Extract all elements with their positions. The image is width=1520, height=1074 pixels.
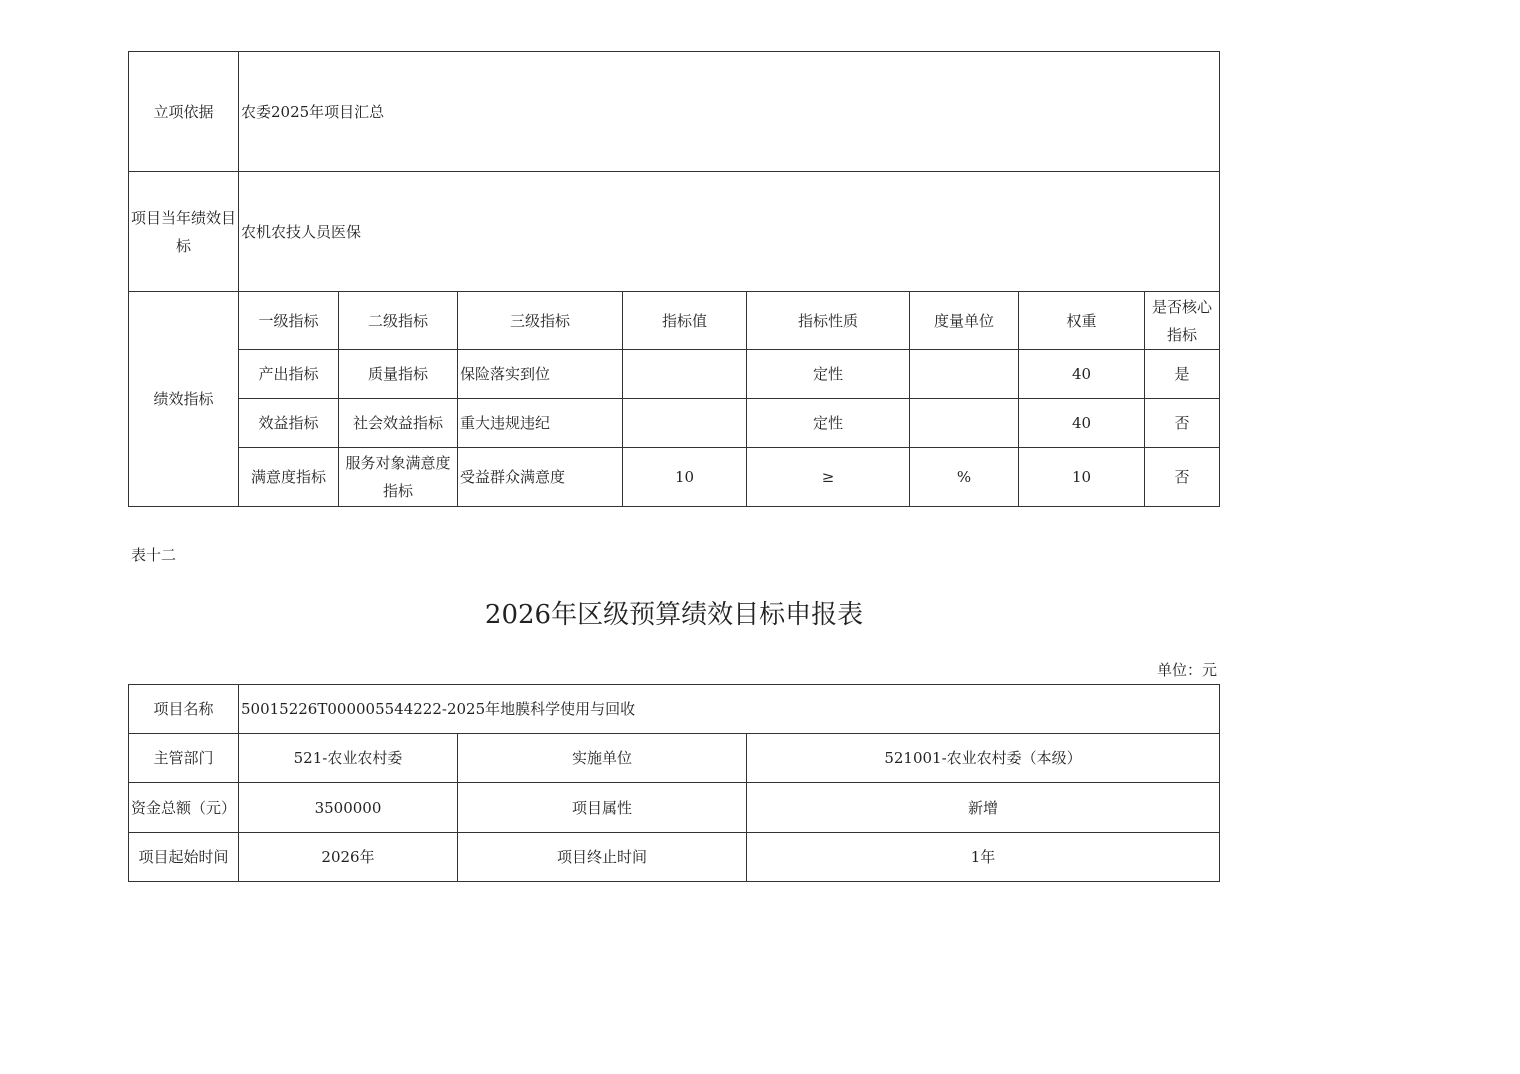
header-cell: 是否核心指标 xyxy=(1145,292,1220,350)
perf-label: 绩效指标 xyxy=(129,292,239,507)
dept-label: 主管部门 xyxy=(129,734,239,783)
cell: 产出指标 xyxy=(239,350,339,399)
cell: 保险落实到位 xyxy=(458,350,623,399)
header-cell: 权重 xyxy=(1019,292,1145,350)
dept-value: 521-农业农村委 xyxy=(239,734,458,783)
header-cell: 指标值 xyxy=(623,292,747,350)
header-cell: 一级指标 xyxy=(239,292,339,350)
cell: 重大违规违纪 xyxy=(458,399,623,448)
cell: 服务对象满意度指标 xyxy=(339,448,458,507)
cell: 40 xyxy=(1019,350,1145,399)
performance-table xyxy=(128,51,1220,507)
cell xyxy=(910,399,1019,448)
cell: 定性 xyxy=(747,399,910,448)
end-label: 项目终止时间 xyxy=(458,833,747,882)
name-label: 项目名称 xyxy=(129,685,239,734)
cell: 否 xyxy=(1145,448,1220,507)
table-row xyxy=(129,399,1220,448)
header-cell: 指标性质 xyxy=(747,292,910,350)
name-value: 50015226T000005544222-2025年地膜科学使用与回收 xyxy=(239,685,1220,734)
cell xyxy=(623,350,747,399)
cell xyxy=(623,399,747,448)
unit-label: 单位：元 xyxy=(1156,661,1217,679)
page-title: 2026年区级预算绩效目标申报表 xyxy=(484,600,864,630)
cell: 10 xyxy=(1019,448,1145,507)
cell: ≥ xyxy=(747,448,910,507)
end-value: 1年 xyxy=(747,833,1220,882)
fund-value: 3500000 xyxy=(239,783,458,833)
table-row xyxy=(129,448,1220,507)
fund-label: 资金总额（元） xyxy=(129,783,239,833)
header-cell: 三级指标 xyxy=(458,292,623,350)
impl-label: 实施单位 xyxy=(458,734,747,783)
table-row xyxy=(129,350,1220,399)
basis-value: 农委2025年项目汇总 xyxy=(239,52,1220,172)
goal-value: 农机农技人员医保 xyxy=(239,172,1220,292)
cell: 是 xyxy=(1145,350,1220,399)
header-cell: 度量单位 xyxy=(910,292,1019,350)
cell: 社会效益指标 xyxy=(339,399,458,448)
basis-label: 立项依据 xyxy=(129,52,239,172)
cell: 40 xyxy=(1019,399,1145,448)
start-value: 2026年 xyxy=(239,833,458,882)
cell: 否 xyxy=(1145,399,1220,448)
cell: 满意度指标 xyxy=(239,448,339,507)
cell: 定性 xyxy=(747,350,910,399)
attr-value: 新增 xyxy=(747,783,1220,833)
attr-label: 项目属性 xyxy=(458,783,747,833)
project-info-table xyxy=(128,684,1220,882)
cell: 10 xyxy=(623,448,747,507)
goal-label: 项目当年绩效目标 xyxy=(129,172,239,292)
cell: 质量指标 xyxy=(339,350,458,399)
start-label: 项目起始时间 xyxy=(129,833,239,882)
cell: 效益指标 xyxy=(239,399,339,448)
cell: 受益群众满意度 xyxy=(458,448,623,507)
cell: % xyxy=(910,448,1019,507)
header-cell: 二级指标 xyxy=(339,292,458,350)
table-number: 表十二 xyxy=(131,546,177,564)
impl-value: 521001-农业农村委（本级） xyxy=(747,734,1220,783)
cell xyxy=(910,350,1019,399)
